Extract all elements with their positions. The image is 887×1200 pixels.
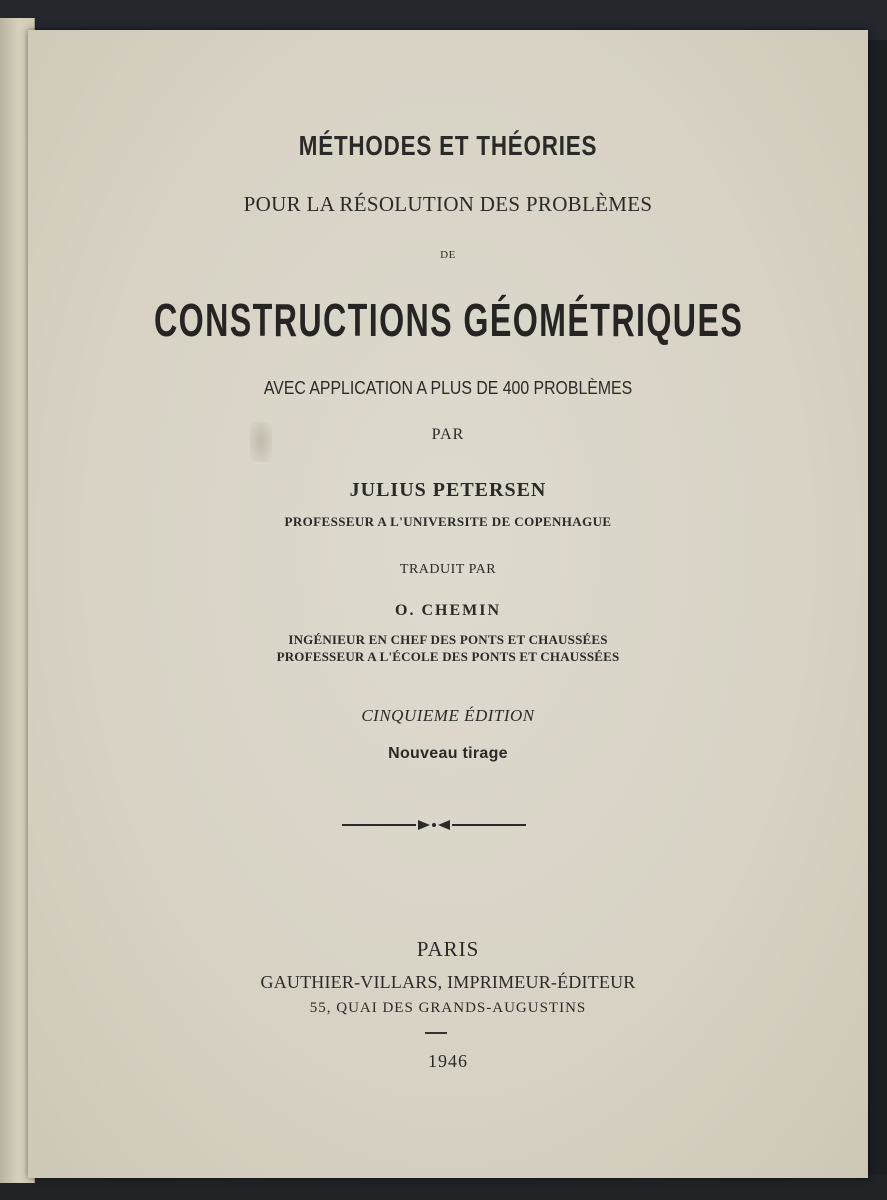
- title-page: [28, 30, 868, 1178]
- city: PARIS: [416, 937, 480, 961]
- translator-title-1: INGÉNIEUR EN CHEF DES PONTS ET CHAUSSÉES: [288, 632, 608, 647]
- par-label: PAR: [431, 426, 465, 443]
- heading-methodes: MÉTHODES ET THÉORIES: [298, 130, 598, 161]
- edition: CINQUIEME ÉDITION: [361, 706, 535, 725]
- ornament-divider: [340, 818, 530, 832]
- translated-by-label: TRADUIT PAR: [399, 562, 497, 577]
- subtitle: AVEC APPLICATION A PLUS DE 400 PROBLÈMES: [263, 378, 633, 398]
- publisher-address: 55, QUAI DES GRANDS-AUGUSTINS: [309, 1000, 587, 1016]
- heading-resolution: POUR LA RÉSOLUTION DES PROBLÈMES: [243, 192, 653, 216]
- heading-de: DE: [440, 249, 456, 261]
- author-title: PROFESSEUR A L'UNIVERSITE DE COPENHAGUE: [284, 514, 612, 529]
- translator-title-2: PROFESSEUR A L'ÉCOLE DES PONTS ET CHAUSSÉES: [276, 649, 620, 664]
- printing: Nouveau tirage: [388, 745, 508, 762]
- main-title: CONSTRUCTIONS GÉOMÉTRIQUES: [154, 294, 744, 346]
- publication-year: 1946: [428, 1051, 468, 1071]
- separator-dash: [425, 1032, 447, 1034]
- author-name: JULIUS PETERSEN: [349, 479, 547, 501]
- publisher: GAUTHIER-VILLARS, IMPRIMEUR-ÉDITEUR: [260, 972, 636, 992]
- translator-name: O. CHEMIN: [395, 602, 501, 619]
- background-bottom: [0, 1175, 887, 1200]
